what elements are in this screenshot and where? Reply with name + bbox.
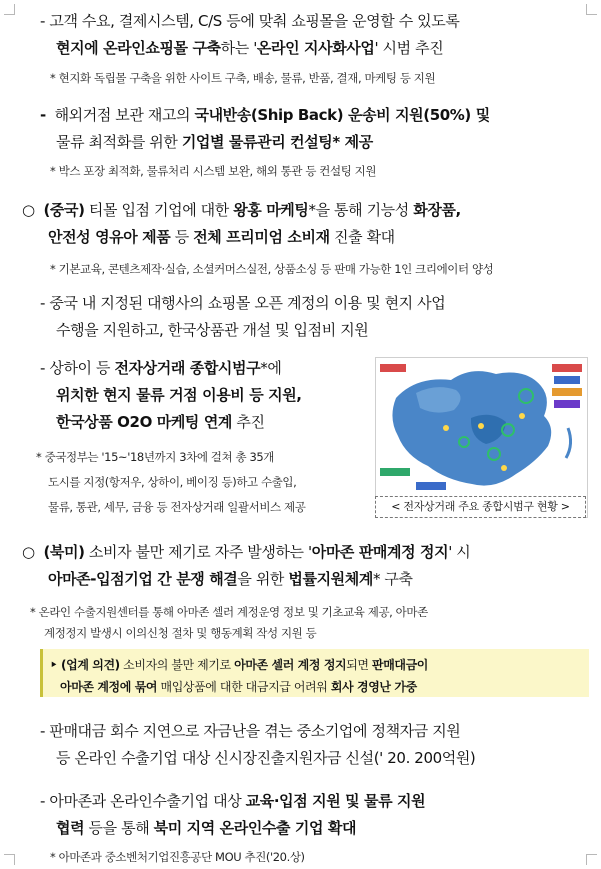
online-branch-line-2: 현지에 온라인쇼핑몰 구축하는 '온라인 지사화사업' 시범 추진: [56, 39, 444, 57]
na-fund-line-1: - 판매대금 회수 지연으로 자금난을 겪는 중소기업에 정책자금 지원: [40, 722, 461, 740]
shipback-line-1: - 해외거점 보관 재고의 국내반송(Ship Back) 운송비 지원(50%) 및: [40, 106, 490, 124]
china-map-graphic: [376, 358, 587, 498]
china-line-1: ○ (중국) 티몰 입점 기업에 대한 왕홍 마케팅*을 통해 기능성 화장품,: [22, 201, 461, 219]
city-dot-icon: [443, 425, 449, 431]
online-branch-note: * 현지화 독립몰 구축을 위한 사이트 구축, 배송, 물류, 반품, 결재, 마케팅 등 지원: [50, 71, 436, 85]
china-pilot-zone-line-1: - 상하이 등 전자상거래 종합시범구*에: [40, 359, 282, 377]
page-corner-mark: [4, 4, 15, 15]
na-mou-note: * 아마존과 중소벤처기업진흥공단 MOU 추진('20.상): [50, 850, 305, 864]
page-corner-mark: [586, 854, 597, 865]
na-fund-line-2: 등 온라인 수출기업 대상 신시장진출지원자금 신설(' 20. 200억원): [56, 749, 476, 767]
china-line-2: 안전성 영유아 제품 등 전체 프리미엄 소비재 진출 확대: [48, 228, 395, 246]
china-pilot-note-1: * 중국정부는 '15~'18년까지 3차에 걸쳐 총 35개: [36, 450, 274, 464]
online-branch-line-1: - 고객 수요, 결제시스템, C/S 등에 맞춰 쇼핑몰을 운영할 수 있도록: [40, 12, 460, 30]
china-agency-line-2: 수행을 지원하고, 한국상품관 개설 및 입점비 지원: [56, 321, 369, 339]
china-pilot-note-2: 도시를 지정(항저우, 상하이, 베이징 등)하고 수출입,: [48, 475, 297, 489]
logo-badge-icon: [552, 364, 582, 372]
city-dot-icon: [478, 423, 484, 429]
na-line-1: ○ (북미) 소비자 불만 제기로 자주 발생하는 '아마존 판매계정 정지' 시: [22, 543, 471, 561]
na-amazon-line-2: 협력 등을 통해 북미 지역 온라인수출 기업 확대: [56, 819, 357, 837]
map-caption: < 전자상거래 주요 종합시범구 현황 >: [375, 496, 586, 518]
na-line-2: 아마존-입점기업 간 분쟁 해결을 위한 법률지원체계* 구축: [48, 570, 413, 588]
page-corner-mark: [586, 4, 597, 15]
logo-badge-icon: [380, 468, 410, 476]
logo-badge-icon: [416, 482, 446, 490]
city-dot-icon: [519, 413, 525, 419]
region-shape: [416, 387, 461, 412]
shipback-note: * 박스 포장 최적화, 물류처리 시스템 보완, 해외 통관 등 컨설팅 지원: [50, 164, 377, 178]
na-note-line-1: * 온라인 수출지원센터를 통해 아마존 셀러 계정운영 정보 및 기초교육 제공, 아마존: [30, 605, 428, 619]
china-pilot-zone-line-3: 한국상품 O2O 마케팅 연계 추진: [56, 413, 265, 431]
industry-opinion-line-2: 아마존 계정에 묶여 매입상품에 대한 대금지급 어려워 회사 경영난 가중: [60, 680, 417, 694]
city-dot-icon: [501, 465, 507, 471]
china-agency-line-1: - 중국 내 지정된 대행사의 쇼핑몰 오픈 계정의 이용 및 현지 사업: [40, 294, 446, 312]
china-pilot-zone-map: [375, 357, 588, 518]
na-amazon-line-1: - 아마존과 온라인수출기업 대상 교육·입점 지원 및 물류 지원: [40, 792, 426, 810]
china-pilot-note-3: 물류, 통관, 세무, 금융 등 전자상거래 일괄서비스 제공: [48, 500, 306, 514]
industry-opinion-line-1: ‣ (업계 의견) 소비자의 불만 제기로 아마존 셀러 계정 정지되면 판매대금이: [50, 658, 428, 672]
na-note-line-2: 계정정지 발생시 이의신청 절차 및 행동계획 작성 지원 등: [44, 626, 317, 640]
china-note-creator: * 기본교육, 콘텐츠제작·실습, 소셜커머스실전, 상품소싱 등 판매 가능한 1인 크리에이터 양성: [50, 262, 494, 276]
logo-badge-icon: [554, 400, 580, 408]
china-pilot-zone-line-2: 위치한 현지 물류 거점 이용비 등 지원,: [56, 386, 302, 404]
shipback-line-2: 물류 최적화를 위한 기업별 물류관리 컨설팅* 제공: [56, 133, 373, 151]
logo-badge-icon: [552, 388, 582, 396]
logo-badge-icon: [554, 376, 580, 384]
logo-badge-icon: [380, 364, 406, 372]
page-corner-mark: [4, 854, 15, 865]
